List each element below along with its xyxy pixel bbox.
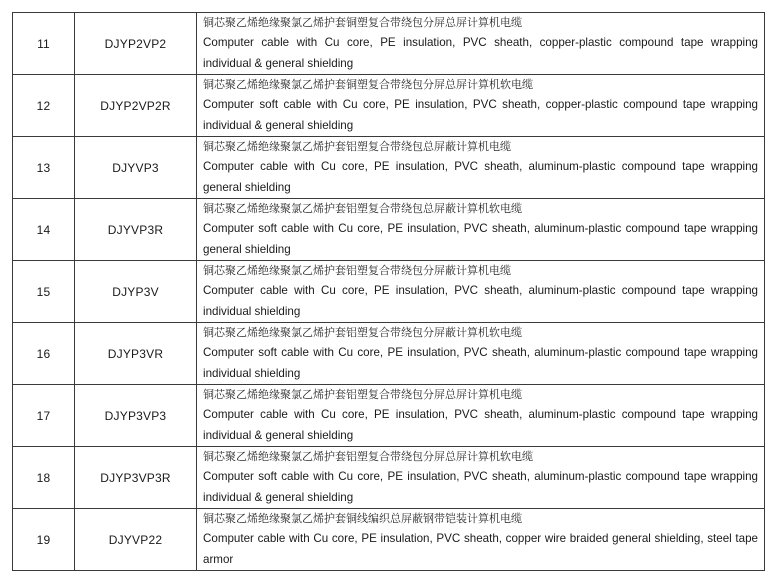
table-row	[13, 385, 765, 447]
description-english: Computer soft cable with Cu core, PE insulation, PVC sheath, aluminum-plastic compound tape wrapping general shielding	[203, 222, 758, 256]
description-chinese: 铜芯聚乙烯绝缘聚氯乙烯护套铝塑复合带绕包分屏蔽计算机软电缆	[203, 326, 522, 339]
table-row	[13, 13, 765, 75]
row-number: 18	[13, 447, 75, 509]
row-number: 17	[13, 385, 75, 447]
table-row	[13, 447, 765, 509]
description-cell	[197, 447, 765, 509]
model-code: DJYVP3R	[75, 199, 197, 261]
row-number: 15	[13, 261, 75, 323]
description-chinese: 铜芯聚乙烯绝缘聚氯乙烯护套铝塑复合带绕包分屏蔽计算机电缆	[203, 264, 511, 277]
description-cell	[197, 385, 765, 447]
row-number: 13	[13, 137, 75, 199]
row-number: 11	[13, 13, 75, 75]
description-english: Computer soft cable with Cu core, PE insulation, PVC sheath, aluminum-plastic compound tape wrapping individual shielding	[203, 346, 758, 380]
row-number: 12	[13, 75, 75, 137]
model-code: DJYVP3	[75, 137, 197, 199]
description-cell	[197, 509, 765, 571]
table-row	[13, 323, 765, 385]
description-chinese: 铜芯聚乙烯绝缘聚氯乙烯护套铜塑复合带绕包分屏总屏计算机电缆	[203, 16, 522, 29]
model-code: DJYP3V	[75, 261, 197, 323]
description-chinese: 铜芯聚乙烯绝缘聚氯乙烯护套铝塑复合带绕包分屏总屏计算机软电缆	[203, 450, 533, 463]
description-english: Computer cable with Cu core, PE insulation, PVC sheath, aluminum-plastic compound tape wrapping individual & general shielding	[203, 408, 758, 442]
description-cell	[197, 13, 765, 75]
description-chinese: 铜芯聚乙烯绝缘聚氯乙烯护套铝塑复合带绕包分屏总屏计算机电缆	[203, 388, 522, 401]
model-code: DJYP3VP3R	[75, 447, 197, 509]
description-cell	[197, 261, 765, 323]
row-number: 19	[13, 509, 75, 571]
table-row	[13, 261, 765, 323]
description-english: Computer cable with Cu core, PE insulation, PVC sheath, aluminum-plastic compound tape wrapping general shielding	[203, 160, 758, 194]
model-code: DJYP3VP3	[75, 385, 197, 447]
description-english: Computer cable with Cu core, PE insulation, PVC sheath, aluminum-plastic compound tape wrapping individual shielding	[203, 284, 758, 318]
description-chinese: 铜芯聚乙烯绝缘聚氯乙烯护套铜塑复合带绕包分屏总屏计算机软电缆	[203, 78, 533, 91]
description-cell	[197, 323, 765, 385]
description-chinese: 铜芯聚乙烯绝缘聚氯乙烯护套铝塑复合带绕包总屏蔽计算机软电缆	[203, 202, 522, 215]
description-english: Computer cable with Cu core, PE insulation, PVC sheath, copper-plastic compound tape wrapping individual & general shielding	[203, 36, 758, 70]
model-code: DJYP3VR	[75, 323, 197, 385]
cable-spec-table	[12, 12, 765, 571]
table-row	[13, 199, 765, 261]
table-row	[13, 509, 765, 571]
model-code: DJYP2VP2R	[75, 75, 197, 137]
description-english: Computer soft cable with Cu core, PE insulation, PVC sheath, aluminum-plastic compound tape wrapping individual & general shielding	[203, 470, 758, 504]
row-number: 16	[13, 323, 75, 385]
model-code: DJYVP22	[75, 509, 197, 571]
description-english: Computer soft cable with Cu core, PE insulation, PVC sheath, copper-plastic compound tape wrapping individual & general shielding	[203, 98, 758, 132]
table-row	[13, 137, 765, 199]
model-code: DJYP2VP2	[75, 13, 197, 75]
description-cell	[197, 75, 765, 137]
description-english: Computer cable with Cu core, PE insulation, PVC sheath, copper wire braided general shielding, steel tape armor	[203, 532, 758, 566]
row-number: 14	[13, 199, 75, 261]
description-chinese: 铜芯聚乙烯绝缘聚氯乙烯护套铜线编织总屏蔽钢带铠装计算机电缆	[203, 512, 522, 525]
description-cell	[197, 137, 765, 199]
description-cell	[197, 199, 765, 261]
description-chinese: 铜芯聚乙烯绝缘聚氯乙烯护套铝塑复合带绕包总屏蔽计算机电缆	[203, 140, 511, 153]
table-row	[13, 75, 765, 137]
